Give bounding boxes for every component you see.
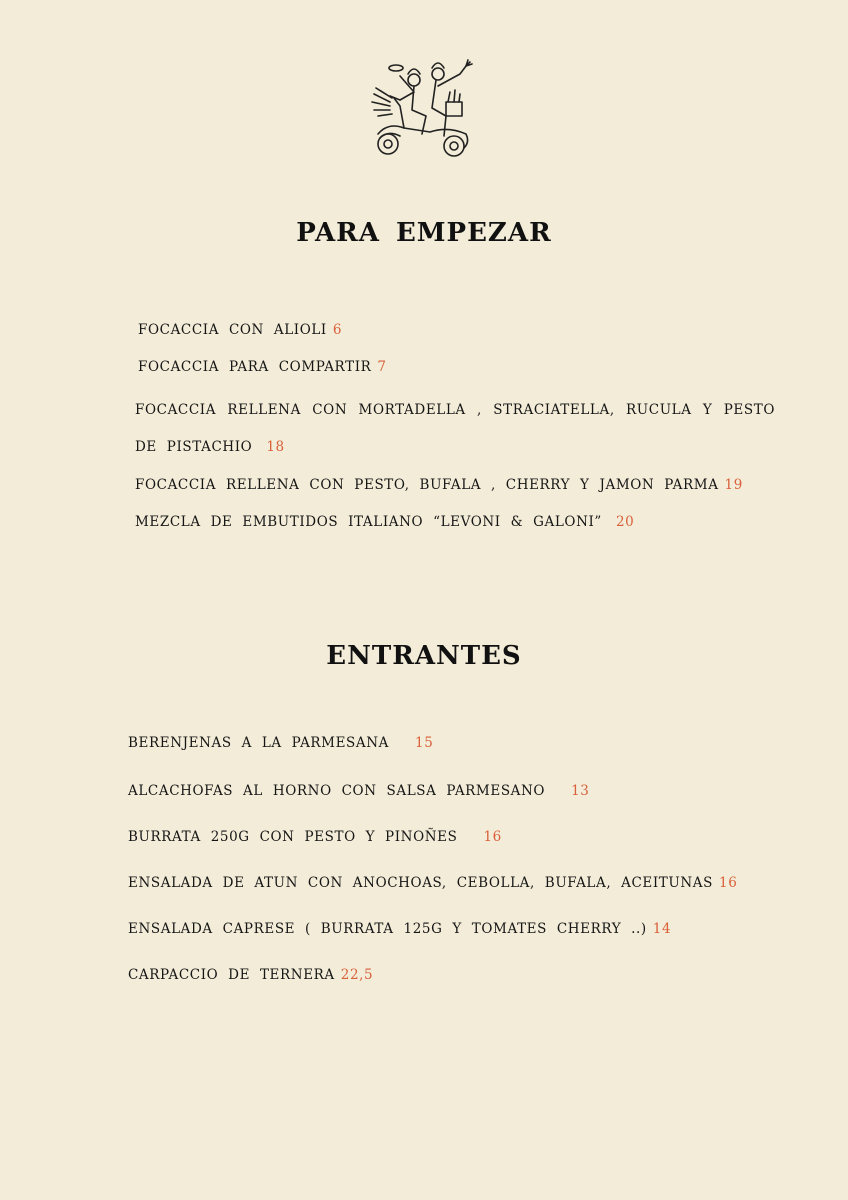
item-price: 18 [266, 439, 285, 455]
item-price: 15 [415, 735, 434, 751]
item-price: 19 [724, 477, 743, 493]
menu-item [138, 322, 342, 338]
item-price: 13 [571, 783, 590, 799]
item-name: DE PISTACHIO [135, 439, 253, 455]
chefs-on-scooter-icon [370, 58, 480, 158]
item-price: 16 [719, 875, 738, 891]
menu-item [138, 359, 387, 375]
item-name: MEZCLA DE EMBUTIDOS ITALIANO “LEVONI & GALONI” [135, 514, 602, 530]
item-name: ALCACHOFAS AL HORNO CON SALSA PARMESANO [128, 783, 546, 799]
item-name: FOCACCIA CON ALIOLI [138, 322, 327, 338]
menu-item [128, 921, 671, 937]
section-title-para-empezar: PARA EMPEZAR [296, 218, 552, 248]
menu-item [128, 783, 589, 799]
item-name: ENSALADA CAPRESE ( BURRATA 125G Y TOMATES CHERRY ..) [128, 921, 647, 937]
item-name: FOCACCIA PARA COMPARTIR [138, 359, 372, 375]
item-name: CARPACCIO DE TERNERA [128, 967, 335, 983]
menu-item [128, 967, 373, 983]
menu-item [135, 514, 634, 530]
item-price: 22,5 [340, 967, 374, 983]
section-title-entrantes: ENTRANTES [326, 641, 522, 671]
item-name: BURRATA 250G CON PESTO Y PINOÑES [128, 829, 458, 845]
menu-item [135, 439, 285, 455]
menu-item [128, 875, 737, 891]
menu-item [128, 829, 502, 845]
item-price: 20 [615, 514, 635, 530]
item-name: BERENJENAS A LA PARMESANA [128, 735, 390, 751]
menu-item [135, 477, 743, 493]
item-name: ENSALADA DE ATUN CON ANOCHOAS, CEBOLLA, BUFALA, ACEITUNAS [128, 875, 713, 891]
menu-item [128, 735, 433, 751]
item-price: 14 [652, 921, 672, 937]
item-name: FOCACCIA RELLENA CON PESTO, BUFALA , CHERRY Y JAMON PARMA [135, 477, 719, 493]
item-price: 7 [377, 359, 387, 375]
item-price: 16 [483, 829, 502, 845]
menu-item-line: FOCACCIA RELLENA CON MORTADELLA , STRACIATELLA, RUCULA Y PESTO [135, 402, 775, 418]
item-price: 6 [332, 322, 343, 338]
